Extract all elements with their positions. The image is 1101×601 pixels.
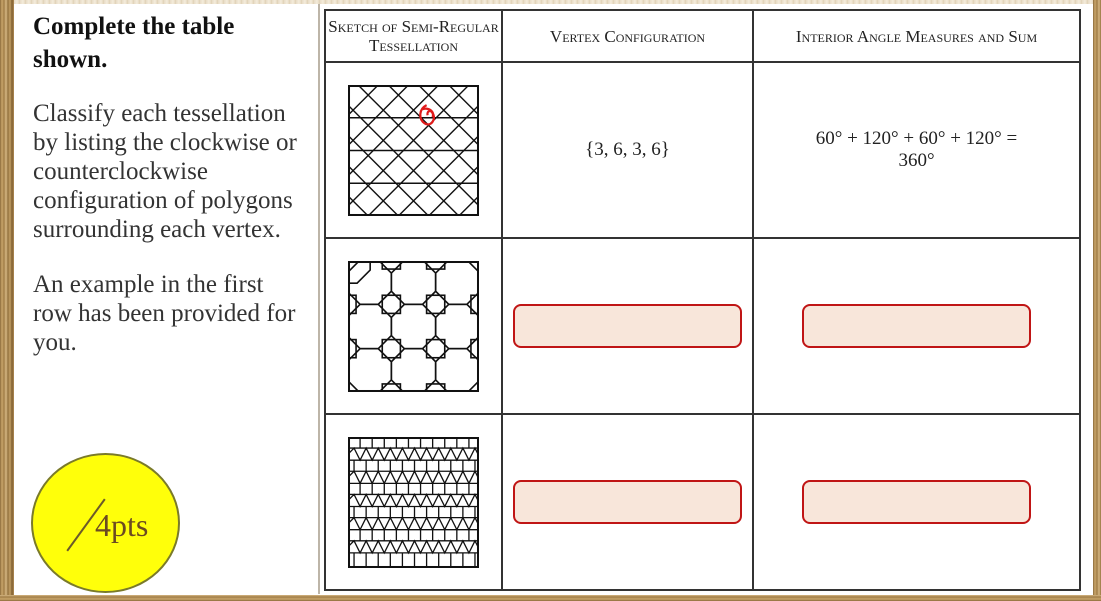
header-vertex-configuration: Vertex Configuration bbox=[502, 10, 753, 62]
angle-sum-text: 60° + 120° + 60° + 120° = 360° bbox=[815, 128, 1018, 171]
frame-bottom bbox=[0, 595, 1101, 601]
vertex-configuration-answer-box[interactable] bbox=[513, 480, 742, 524]
angle-sum-answer-box[interactable] bbox=[802, 480, 1031, 524]
points-label: 4pts bbox=[95, 507, 149, 543]
example-note: An example in the first row has been provided for you. bbox=[33, 271, 296, 356]
angle-sum-answer-box[interactable] bbox=[802, 304, 1031, 348]
header-sketch: Sketch of Semi-Regular Tessellation bbox=[325, 10, 502, 62]
sketch-cell bbox=[325, 238, 502, 414]
octagon-square-tessellation-icon bbox=[348, 261, 479, 392]
sketch-cell bbox=[325, 414, 502, 590]
table-row bbox=[325, 414, 1080, 590]
triangle-square-tessellation-icon bbox=[348, 437, 479, 568]
vertex-configuration-cell bbox=[502, 238, 753, 414]
angle-sum-cell bbox=[753, 414, 1080, 590]
sketch-cell bbox=[325, 62, 502, 238]
vertex-configuration-answer-box[interactable] bbox=[513, 304, 742, 348]
instruction-heading: Complete the table shown. bbox=[33, 13, 235, 73]
table-row bbox=[325, 62, 1080, 238]
points-badge bbox=[31, 453, 180, 593]
frame-right bbox=[1093, 0, 1101, 601]
table-row bbox=[325, 238, 1080, 414]
frame-left bbox=[0, 0, 14, 601]
header-interior-angles: Interior Angle Measures and Sum bbox=[753, 10, 1080, 62]
vertex-configuration-cell: {3, 6, 3, 6} bbox=[502, 62, 753, 238]
triangle-hexagon-tessellation-icon bbox=[348, 85, 479, 216]
tessellation-table bbox=[324, 9, 1081, 591]
header-row bbox=[325, 10, 1080, 62]
instruction-text: Classify each tessellation by listing the clockwise or counterclockwise configuration of polygons surrounding each vertex. bbox=[33, 100, 297, 243]
angle-sum-cell bbox=[753, 238, 1080, 414]
vertex-configuration-cell bbox=[502, 414, 753, 590]
angle-sum-cell bbox=[753, 62, 1080, 238]
